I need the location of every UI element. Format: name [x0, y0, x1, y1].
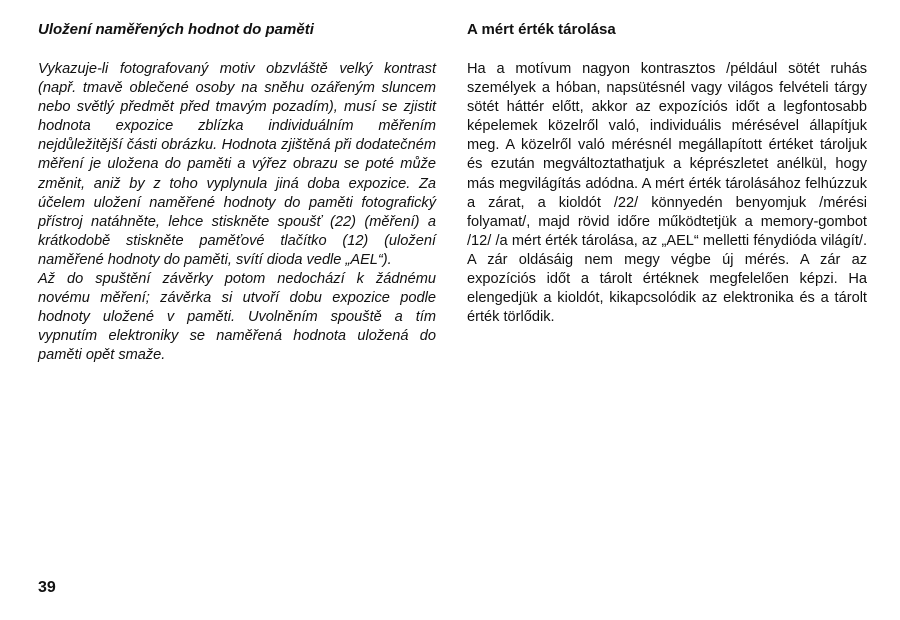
- czech-paragraph-1: Vykazuje-li fotografovaný motiv obzvláště velký kontrast (např. tmavě oblečené osoby na sněhu ozářeným sluncem nebo světlý předmět před tmavým pozadím), musí se zjistit hodnota expozice zblízka individuálním měřením nejdůležitější části obrázku. Hodnota zjištěná při dodatečném měření je uložena do paměti a výřez obrazu se poté může změnit, aniž by z toho vyplynula jiná doba expozice. Za účelem uložení naměřené hodnoty do paměti fotografický přístroj natáhněte, lehce stiskněte spoušť (22) (měření) a krátkodobě stiskněte paměťové tlačítko (12) (uložení naměřené hodnoty do paměti, svítí dioda vedle „AEL“).: [38, 61, 436, 268]
- hungarian-heading: A mért érték tárolása: [467, 21, 616, 38]
- czech-column: [38, 20, 436, 366]
- czech-heading: Uložení naměřených hodnot do paměti: [38, 21, 314, 38]
- page-number: 39: [38, 579, 56, 596]
- hungarian-paragraph: Ha a motívum nagyon kontrasztos /például sötét ruhás személyek a hóban, napsütésnél vagy világos felvételi tárgy sötét háttér előtt, akkor az expozíciós időt a legfontosabb képelemek közelről való, individuális mérésével állapítjuk meg. A közelről való mérésnél megállapított értéket tároljuk és ezután megváltoztathatjuk a képrészletet anélkül, hogy más megvilágítás adódna. A mért érték tárolásához felhúzzuk a zárat, a kioldót /22/ könnyedén benyomjuk /mérési folyamat/, majd rövid időre működtetjük a memory-gombot /12/ /a mért érték tárolása, az „AEL“ melletti fénydióda világít/. A zár oldásáig nem megy végbe új mérés. A zár az expozíciós időt a tárolt értéknek megfelelően képzi. Ha elengedjük a kioldót, kikapcsolódik az elektronika és a tárolt érték törlődik.: [467, 61, 867, 326]
- czech-paragraph-2: Až do spuštění závěrky potom nedochází k žádnému novému měření; závěrka si utvoří dobu expozice podle hodnoty uložené v paměti. Uvolněním spouště a tím vypnutím elektroniky se naměřená hodnota uložená do paměti opět smaže.: [38, 271, 436, 364]
- hungarian-column: [467, 20, 867, 327]
